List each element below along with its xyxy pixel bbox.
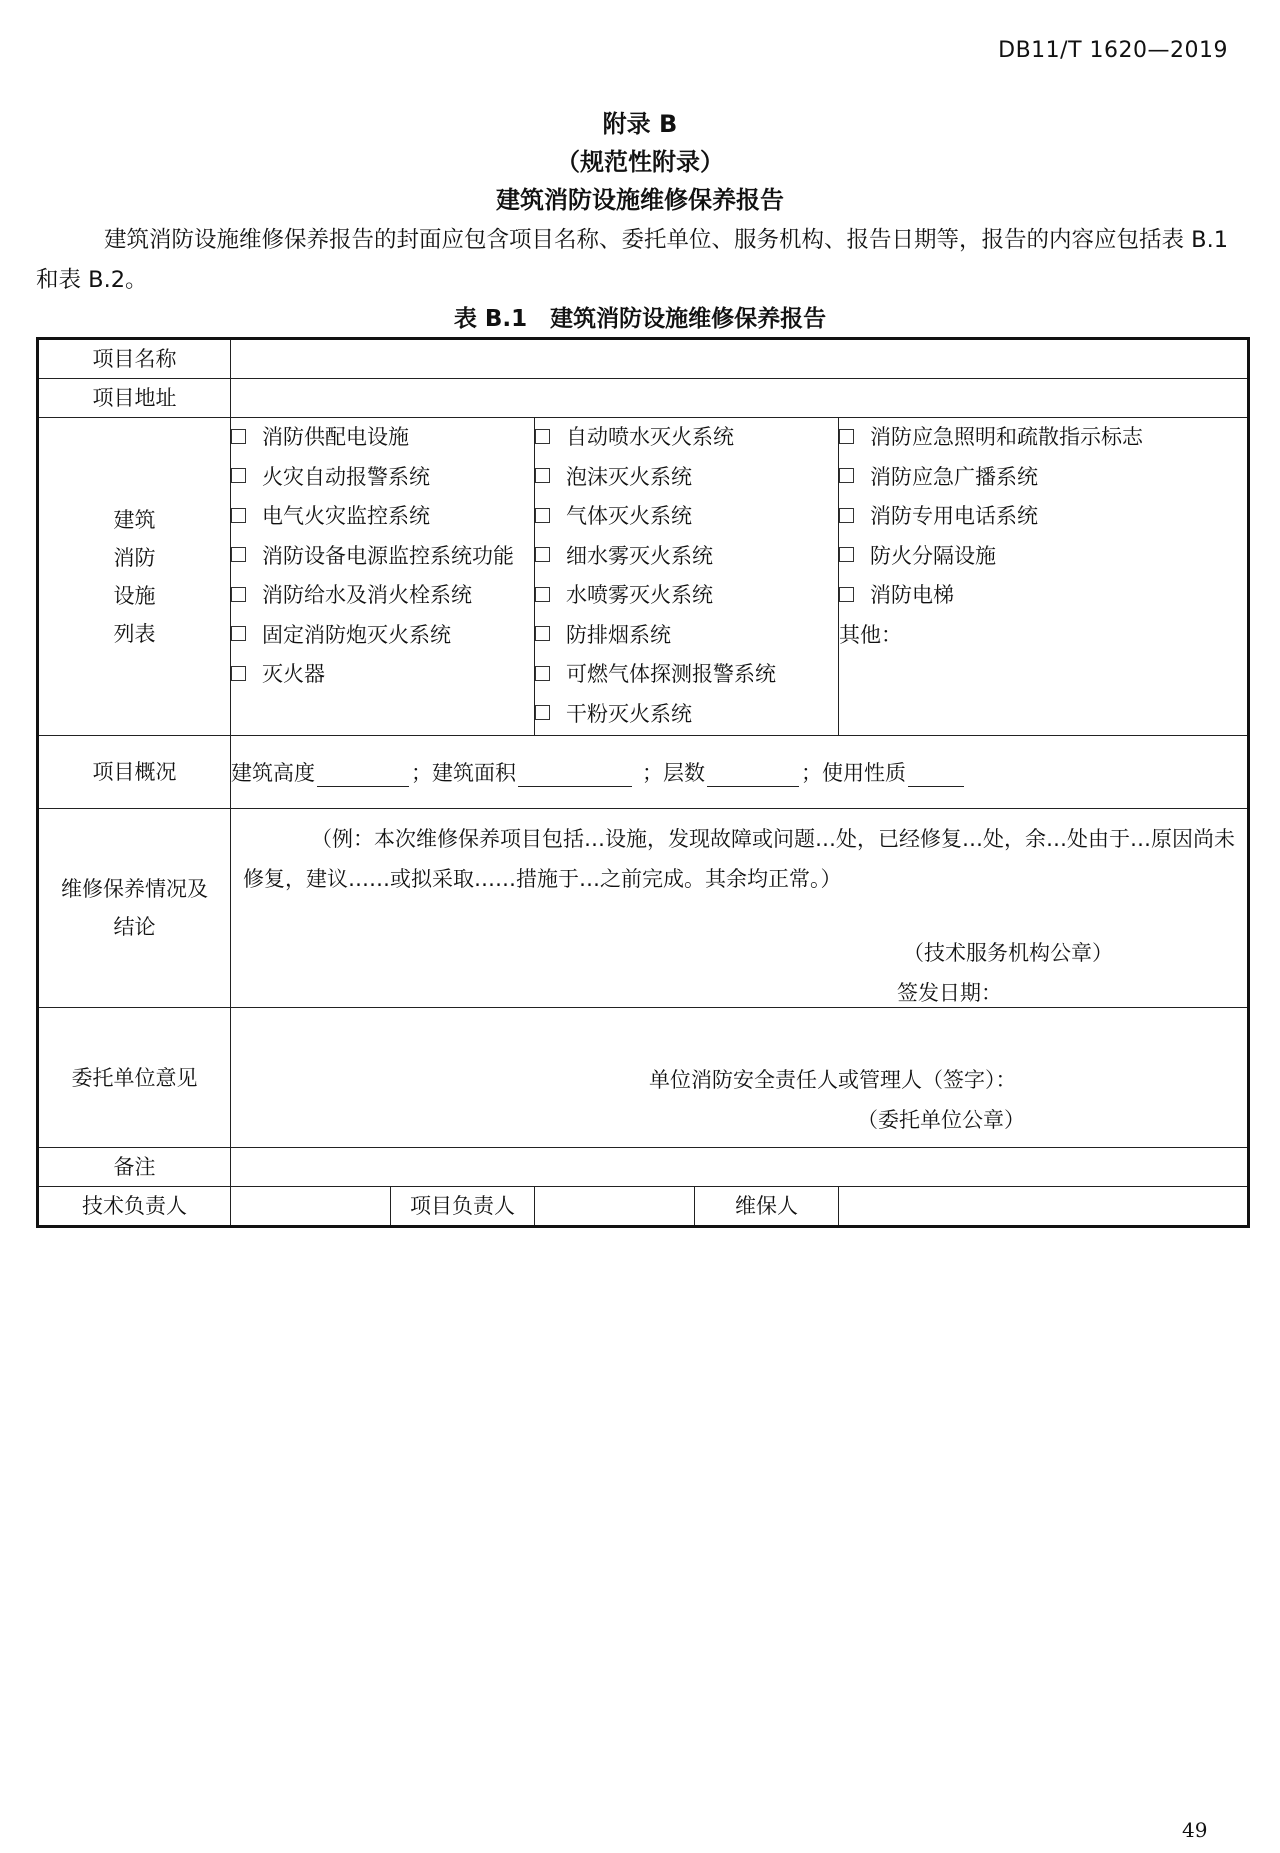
facility-item[interactable]: 电气火灾监控系统 [231, 497, 534, 537]
facility-list-label: 建筑 消防 设施 列表 [38, 418, 231, 736]
facility-item[interactable]: 消防应急照明和疏散指示标志 [839, 418, 1247, 458]
facility-item[interactable]: 水喷雾灭火系统 [535, 576, 838, 616]
appendix-title: 附录 B [602, 110, 678, 138]
facility-item[interactable]: 固定消防炮灭火系统 [231, 616, 534, 656]
project-name-value[interactable] [231, 339, 1249, 379]
project-name-label: 项目名称 [38, 339, 231, 379]
table-caption: 表 B.1 建筑消防设施维修保养报告 [453, 306, 827, 332]
checkbox-icon[interactable] [839, 468, 854, 483]
overview-fields: 建筑高度 ；建筑面积 ；层数 ；使用性质 [231, 736, 1249, 809]
maintenance-report-form [36, 337, 1250, 1228]
page-number: 49 [1182, 1818, 1208, 1842]
checkbox-icon[interactable] [535, 508, 550, 523]
checkbox-icon[interactable] [839, 508, 854, 523]
client-opinion-content[interactable] [231, 1008, 1249, 1148]
floor-count-blank[interactable] [707, 764, 799, 787]
checkbox-icon[interactable] [231, 626, 246, 641]
other-facility[interactable]: 其他： [839, 622, 902, 647]
row-project-overview [38, 736, 1249, 809]
maintenance-label: 维修保养情况及 结论 [38, 809, 231, 1008]
issue-date-label: 签发日期： [897, 981, 1002, 1005]
row-project-address [38, 379, 1249, 418]
facility-item[interactable]: 自动喷水灭火系统 [535, 418, 838, 458]
remarks-label: 备注 [38, 1148, 231, 1187]
checkbox-icon[interactable] [231, 508, 246, 523]
facility-item[interactable]: 防排烟系统 [535, 616, 838, 656]
service-seal-note: （技术服务机构公章） [903, 941, 1113, 965]
tech-lead-label: 技术负责人 [38, 1187, 231, 1227]
checkbox-icon[interactable] [231, 429, 246, 444]
facility-item[interactable]: 干粉灭火系统 [535, 695, 838, 735]
project-address-value[interactable] [231, 379, 1249, 418]
checkbox-icon[interactable] [535, 705, 550, 720]
client-opinion-label: 委托单位意见 [38, 1008, 231, 1148]
overview-label: 项目概况 [38, 736, 231, 809]
facility-item[interactable]: 细水雾灭火系统 [535, 537, 838, 577]
facility-item[interactable]: 可燃气体探测报警系统 [535, 655, 838, 695]
project-address-label: 项目地址 [38, 379, 231, 418]
facility-item[interactable]: 防火分隔设施 [839, 537, 1247, 577]
facility-item[interactable]: 消防给水及消火栓系统 [231, 576, 534, 616]
checkbox-icon[interactable] [839, 429, 854, 444]
facility-item[interactable]: 消防供配电设施 [231, 418, 534, 458]
tech-lead-value[interactable] [231, 1187, 391, 1227]
facility-column-3 [839, 418, 1249, 736]
building-height-blank[interactable] [317, 764, 409, 787]
checkbox-icon[interactable] [231, 587, 246, 602]
project-lead-value[interactable] [535, 1187, 695, 1227]
building-area-blank[interactable] [518, 764, 632, 787]
document-code: DB11/T 1620—2019 [998, 38, 1228, 63]
row-maintenance-conclusion [38, 809, 1249, 1008]
checkbox-icon[interactable] [231, 666, 246, 681]
maintainer-label: 维保人 [695, 1187, 839, 1227]
checkbox-icon[interactable] [231, 468, 246, 483]
row-signatures [38, 1187, 1249, 1227]
row-client-opinion [38, 1008, 1249, 1148]
checkbox-icon[interactable] [535, 666, 550, 681]
facility-column-2 [535, 418, 839, 736]
facility-item[interactable]: 消防专用电话系统 [839, 497, 1247, 537]
maintenance-content[interactable] [231, 809, 1249, 1008]
maintainer-value[interactable] [839, 1187, 1249, 1227]
facility-column-1 [231, 418, 535, 736]
checkbox-icon[interactable] [839, 587, 854, 602]
facility-item[interactable]: 火灾自动报警系统 [231, 458, 534, 498]
checkbox-icon[interactable] [535, 429, 550, 444]
row-project-name [38, 339, 1249, 379]
checkbox-icon[interactable] [535, 468, 550, 483]
facility-item[interactable]: 灭火器 [231, 655, 534, 695]
report-title: 建筑消防设施维修保养报告 [496, 186, 784, 214]
client-seal-note: （委托单位公章） [857, 1108, 1025, 1132]
row-remarks [38, 1148, 1249, 1187]
row-facility-list [38, 418, 1249, 736]
facility-item[interactable]: 消防应急广播系统 [839, 458, 1247, 498]
facility-item[interactable]: 消防电梯 [839, 576, 1247, 616]
checkbox-icon[interactable] [535, 547, 550, 562]
intro-paragraph: 建筑消防设施维修保养报告的封面应包含项目名称、委托单位、服务机构、报告日期等，报告的内容应包括表 B.1 和表 B.2。 [36, 227, 1229, 293]
facility-item[interactable]: 消防设备电源监控系统功能 [231, 537, 534, 577]
checkbox-icon[interactable] [839, 547, 854, 562]
client-sign-label: 单位消防安全责任人或管理人（签字）： [649, 1068, 1017, 1092]
checkbox-icon[interactable] [231, 547, 246, 562]
maintenance-example-text: （例：本次维修保养项目包括…设施，发现故障或问题…处，已经修复…处，余…处由于…原因尚未修复，建议……或拟采取……措施于…之前完成。其余均正常。） [243, 827, 1235, 891]
normative-note: （规范性附录） [556, 148, 724, 176]
usage-type-blank[interactable] [908, 764, 964, 787]
facility-item[interactable]: 气体灭火系统 [535, 497, 838, 537]
project-lead-label: 项目负责人 [391, 1187, 535, 1227]
facility-item[interactable]: 泡沫灭火系统 [535, 458, 838, 498]
remarks-value[interactable] [231, 1148, 1249, 1187]
checkbox-icon[interactable] [535, 587, 550, 602]
checkbox-icon[interactable] [535, 626, 550, 641]
